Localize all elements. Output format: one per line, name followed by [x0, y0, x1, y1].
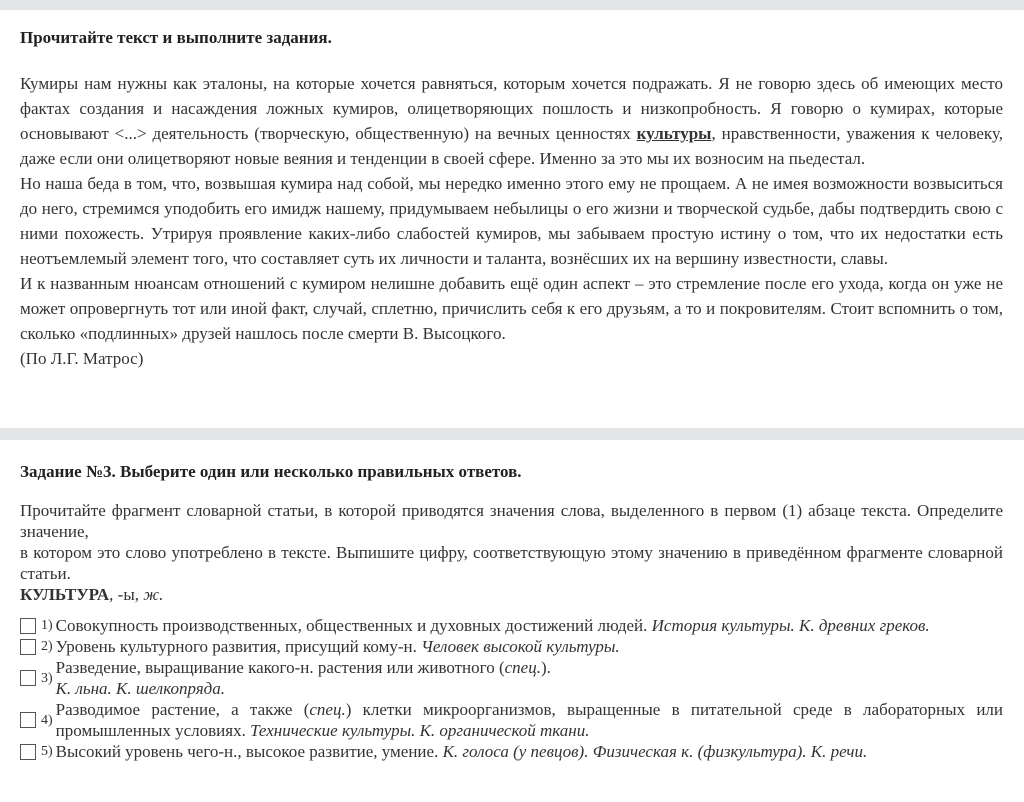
checkbox[interactable] — [20, 639, 36, 655]
option-text — [56, 741, 1003, 762]
task-heading: Задание №3. Выберите один или несколько правильных ответов. — [20, 462, 522, 481]
entry-gender: ж. — [143, 585, 164, 604]
section-divider — [0, 428, 1024, 440]
option-example: История культуры. К. древних греков. — [651, 616, 930, 635]
option-text — [56, 657, 1003, 699]
option-definition: Высокий уровень чего-н., высокое развитие, умение. — [55, 742, 443, 761]
task-panel — [0, 440, 1024, 802]
option-5[interactable] — [20, 741, 1003, 762]
reading-panel — [0, 10, 1024, 428]
option-note: спец. — [309, 700, 346, 719]
option-text — [56, 699, 1003, 741]
option-3[interactable] — [20, 657, 1003, 699]
entry-suffix: , -ы, — [109, 585, 144, 604]
option-definition-end: ). — [540, 658, 551, 677]
paragraph-1-before: Кумиры нам нужны как эталоны, на которые хочется равняться, которым хочется подражать. Я не говорю здесь об имеющих место фактах создания и насаждения ложных кумиров, олицетворяющих пошлость и низкопробность. Я говорю о кумирах, которые основывают <...> деятельность (творческую, общественную) на вечных ценностях — [20, 74, 1003, 143]
option-example: Человек высокой культуры. — [421, 637, 620, 656]
instruction-line-1: Прочитайте фрагмент словарной статьи, в которой приводятся значения слова, выделенного в первом (1) абзаце текста. Определите значение, — [20, 501, 1003, 541]
instruction-line-2: в котором это слово употреблено в тексте. Выпишите цифру, соответствующую этому значению в приведённом фрагменте словарной статьи. — [20, 543, 1003, 583]
option-2[interactable] — [20, 636, 1003, 657]
option-4[interactable] — [20, 699, 1003, 741]
option-number: 2) — [41, 639, 53, 654]
paragraph-1 — [20, 71, 1003, 171]
option-number: 3) — [41, 670, 53, 686]
entry-word: КУЛЬТУРА — [20, 585, 110, 604]
checkbox[interactable] — [20, 618, 36, 634]
checkbox[interactable] — [20, 712, 36, 728]
checkbox[interactable] — [20, 670, 36, 686]
source: (По Л.Г. Матрос) — [20, 349, 144, 368]
highlighted-word: культуры — [636, 124, 712, 143]
option-note: спец. — [504, 658, 541, 677]
paragraph-1-after: , нравственности, уважения к человеку, даже если они олицетворяют новые веяния и тенденции в своей сфере. Именно за это мы их возносим на пьедестал. — [20, 124, 1003, 168]
option-definition: Разведение, выращивание какого-н. растения или животного ( — [55, 658, 505, 677]
paragraph-2: Но наша беда в том, что, возвышая кумира над собой, мы нередко именно этого ему не прощаем. А не имея возможности возвыситься до него, стремимся уподобить его имидж нашему, придумываем небылицы о его жизни и творческой судьбе, дабы подтвердить свою с ними похожесть. Утрируя проявление каких-либо слабостей кумиров, мы забываем простую истину о том, что их недостатки есть неотъемлемый элемент того, что составляет суть их личности и таланта, вознёсших их на вершину известности, славы. — [20, 174, 1003, 268]
reading-heading: Прочитайте текст и выполните задания. — [20, 28, 332, 47]
option-example: К. льна. К. шелкопряда. — [55, 679, 226, 698]
option-number: 1) — [41, 618, 53, 633]
option-number: 4) — [41, 712, 53, 728]
option-definition-end: ) клетки микроорганизмов, выращенные в питательной среде в лабораторных или промышленных условиях. — [55, 700, 1003, 740]
option-definition: Разводимое растение, а также ( — [55, 700, 310, 719]
checkbox[interactable] — [20, 744, 36, 760]
option-1[interactable] — [20, 615, 1003, 636]
paragraph-3: И к названным нюансам отношений с кумиром нелишне добавить ещё один аспект – это стремление после его ухода, когда он уже не может опровергнуть тот или иной факт, случай, сплетню, причислить себя к его друзьям, а то и покровителям. Стоит вспомнить о том, сколько «подлинных» друзей нашлось после смерти В. Высоцкого. — [20, 274, 1003, 343]
task-instructions — [20, 500, 1003, 605]
option-example: Технические культуры. К. органической ткани. — [250, 721, 590, 740]
option-definition: Совокупность производственных, общественных и духовных достижений людей. — [55, 616, 652, 635]
option-number: 5) — [41, 744, 53, 759]
option-example: К. голоса (у певцов). Физическая к. (физкультура). К. речи. — [442, 742, 868, 761]
dictionary-entry — [20, 584, 1003, 605]
option-text — [56, 615, 1003, 636]
option-text — [56, 636, 1003, 657]
answer-options — [20, 615, 1003, 762]
top-bar — [0, 0, 1024, 10]
reading-text — [20, 71, 1003, 371]
option-definition: Уровень культурного развития, присущий кому-н. — [55, 637, 422, 656]
